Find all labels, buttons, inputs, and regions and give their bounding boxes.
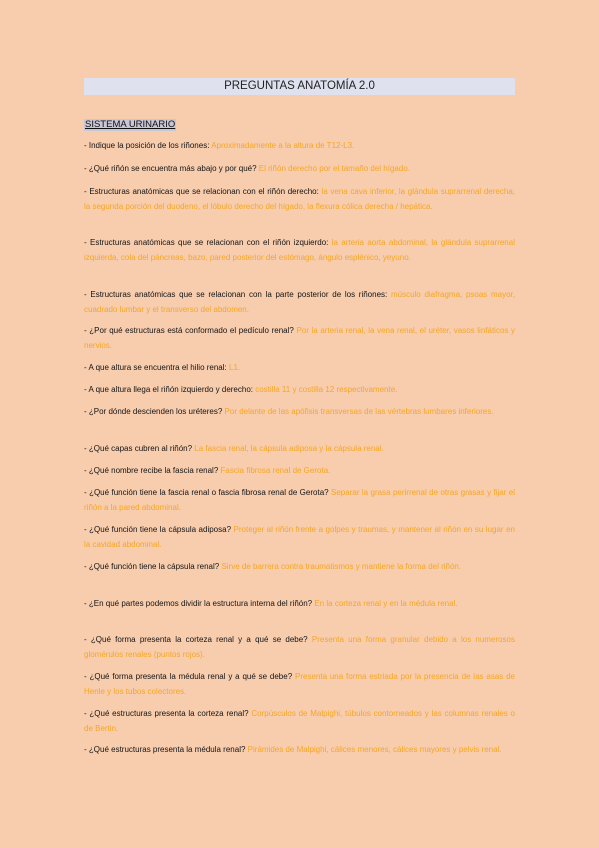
question: - A que altura se encuentra el hilio renal:: [84, 363, 227, 372]
answer: La fascia renal, la cápsula adiposa y la cápsula renal.: [194, 444, 384, 453]
document-title: PREGUNTAS ANATOMÍA 2.0: [84, 78, 515, 95]
question: - ¿Qué forma presenta la médula renal y a qué se debe?: [84, 672, 293, 681]
question: - Estructuras anatómicas que se relacionan con el riñón izquierdo:: [84, 238, 329, 247]
answer: Presenta una forma estriada por la presencia de las asas de Henle y los tubos colectores.: [84, 672, 515, 696]
answer: la vena cava inferior, la glándula suprarrenal derecha, la segunda porción del duodeno, el lóbulo derecho del hígado, la flexura cólica derecha / hepática.: [84, 187, 515, 211]
question: - Estructuras anatómicas que se relacionan con el riñón derecho:: [84, 187, 319, 196]
answer: Corpúsculos de Malpighi, túbulos contorneados y las columnas renales o de Bertin.: [84, 709, 515, 733]
qa-item: [84, 185, 515, 214]
answer: Aproximadamente a la altura de T12-L3.: [211, 141, 355, 150]
question: - ¿Qué forma presenta la corteza renal y a qué se debe?: [84, 635, 308, 644]
qa-item: [84, 523, 515, 552]
answer: la arteria aorta abdominal, la glándula suprarrenal izquierda, cola del páncreas, bazo, pared posterior del estómago, ángulo esplénico, yeyuno.: [84, 238, 515, 262]
qa-item: [84, 633, 515, 662]
question: - ¿En qué partes podemos dividir la estructura interna del riñón?: [84, 599, 313, 608]
qa-item: [84, 560, 515, 575]
question: - ¿Qué estructuras presenta la corteza renal?: [84, 709, 249, 718]
question: - ¿Por dónde descienden los uréteres?: [84, 407, 223, 416]
answer: Separar la grasa perirrenal de otras grasas y fijar el riñón a la pared abdominal.: [84, 488, 515, 512]
section-heading: SISTEMA URINARIO: [85, 119, 176, 130]
qa-item: [84, 405, 515, 420]
qa-item: [84, 597, 515, 612]
answer: Por la arteria renal, la vena renal, el uréter, vasos linfáticos y nervios.: [84, 326, 515, 350]
answer: Fascia fibrosa renal de Gerota.: [220, 466, 331, 475]
answer: Sirve de barrera contra traumatismos y mantiene la forma del riñón.: [221, 562, 462, 571]
question: - ¿Qué capas cubren al riñón?: [84, 444, 193, 453]
answer: L1.: [229, 363, 241, 372]
question: - Estructuras anatómicas que se relacionan con la parte posterior de los riñones:: [84, 290, 388, 299]
question: - ¿Qué función tiene la cápsula adiposa?: [84, 525, 232, 534]
qa-item: [84, 442, 515, 457]
question: - ¿Qué riñón se encuentra más abajo y por qué?: [84, 164, 257, 173]
qa-item: [84, 464, 515, 479]
qa-item: [84, 670, 515, 699]
question: - ¿Qué función tiene la cápsula renal?: [84, 562, 220, 571]
question: - ¿Qué nombre recibe la fascia renal?: [84, 466, 219, 475]
qa-item: [84, 707, 515, 736]
question: - ¿Qué estructuras presenta la médula renal?: [84, 745, 246, 754]
qa-item: [84, 288, 515, 317]
qa-item: [84, 236, 515, 265]
qa-item: [84, 139, 515, 154]
question: - Indique la posición de los riñones:: [84, 141, 210, 150]
qa-item: [84, 162, 515, 177]
answer: Presenta una forma granular debido a los numerosos glomérulos renales (puntos rojos).: [84, 635, 516, 659]
qa-item: [84, 486, 515, 515]
answer: Por delante de las apófisis transversas de las vértebras lumbares inferiores.: [224, 407, 494, 416]
answer: Pirámides de Malpighi, cálices menores, cálices mayores y pelvis renal.: [247, 745, 502, 754]
qa-item: [84, 361, 515, 376]
answer: El riñón derecho por el tamaño del hígado.: [258, 164, 410, 173]
answer: costilla 11 y costilla 12 respectivamente.: [255, 385, 398, 394]
qa-item: [84, 743, 515, 758]
question: - A que altura llega el riñón izquierdo y derecho:: [84, 385, 253, 394]
answer: En la corteza renal y en la médula renal.: [314, 599, 458, 608]
qa-item: [84, 383, 515, 398]
question: - ¿Qué función tiene la fascia renal o fascia fibrosa renal de Gerota?: [84, 488, 329, 497]
question: - ¿Por qué estructuras está conformado el pedículo renal?: [84, 326, 294, 335]
answer: Proteger al riñón frente a golpes y traumas, y mantener al riñón en su lugar en la cavidad abdominal.: [84, 525, 515, 549]
answer: músculo diafragma, psoas mayor, cuadrado lumbar y el transverso del abdomen.: [84, 290, 516, 314]
qa-item: [84, 324, 515, 353]
